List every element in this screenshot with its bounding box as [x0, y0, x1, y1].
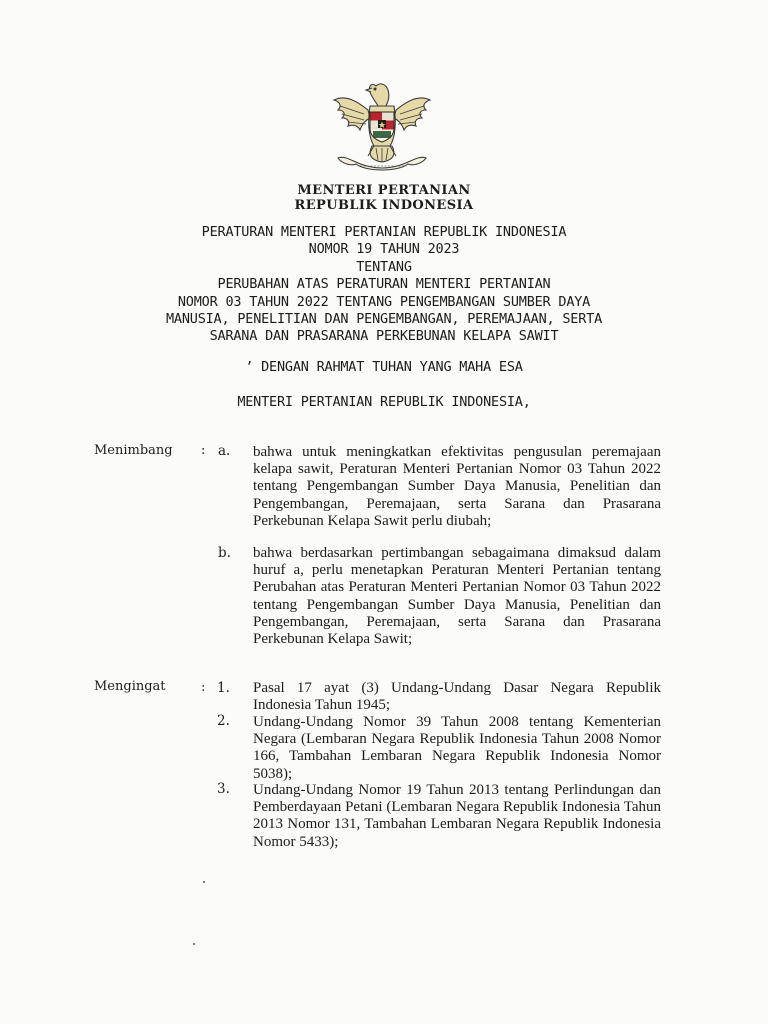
title-line: SARANA DAN PRASARANA PERKEBUNAN KELAPA SAWIT	[209, 328, 559, 345]
regulation-title	[0, 224, 768, 346]
mengingat-colon: :	[201, 680, 206, 695]
mengingat-item-3: Undang-Undang Nomor 19 Tahun 2013 tentang Perlindungan dan Pemberdayaan Petani (Lembaran Negara Republik Indonesia Tahun 2013 Nomor 131, Tambahan Lembaran Negara Republik Indonesia Nomor 5433);	[253, 782, 661, 850]
item-marker: b.	[218, 545, 231, 561]
title-line: PERATURAN MENTERI PERTANIAN REPUBLIK INDONESIA	[201, 224, 567, 240]
title-line: PERUBAHAN ATAS PERATURAN MENTERI PERTANIAN	[217, 276, 551, 293]
minister-line-1: MENTERI PERTANIAN	[297, 183, 471, 198]
item-marker: a.	[218, 443, 231, 459]
menimbang-label: Menimbang	[94, 443, 173, 458]
minister-heading	[0, 183, 768, 213]
mengingat-item-1: Pasal 17 ayat (3) Undang-Undang Dasar Negara Republik Indonesia Tahun 1945;	[253, 680, 661, 714]
grace-statement: ’ DENGAN RAHMAT TUHAN YANG MAHA ESA	[245, 359, 523, 375]
scan-speck	[203, 881, 205, 883]
mengingat-item-2: Undang-Undang Nomor 39 Tahun 2008 tentang Kementerian Negara (Lembaran Negara Republik Indonesia Tahun 2008 Nomor 166, Tambahan Lembaran Negara Republik Indonesia Nomor 5038);	[253, 714, 661, 782]
menimbang-item-a: bahwa untuk meningkatkan efektivitas pengusulan peremajaan kelapa sawit, Peraturan Menteri Pertanian Nomor 03 Tahun 2022 tentang Pengembangan Sumber Daya Manusia, Penelitian dan Pengembangan, Peremajaan, serta Sarana dan Prasarana Perkebunan Kelapa Sawit perlu diubah;	[253, 444, 661, 529]
item-marker: 1.	[217, 680, 230, 696]
menimbang-item-b: bahwa berdasarkan pertimbangan sebagaimana dimaksud dalam huruf a, perlu menetapkan Peraturan Menteri Pertanian tentang Perubahan atas Peraturan Menteri Pertanian Nomor 03 Tahun 2022 tentang Pengembangan Sumber Daya Manusia, Penelitian dan Pengembangan, Peremajaan, serta Sarana dan Prasarana Perkebunan Kelapa Sawit;	[253, 545, 661, 648]
garuda-emblem-icon	[328, 76, 436, 176]
item-marker: 3.	[217, 781, 230, 797]
authority-statement: MENTERI PERTANIAN REPUBLIK INDONESIA,	[237, 394, 531, 410]
menimbang-colon: :	[201, 443, 206, 458]
minister-line-2: REPUBLIK INDONESIA	[294, 198, 474, 213]
scan-speck	[193, 943, 195, 945]
title-line: NOMOR 03 TAHUN 2022 TENTANG PENGEMBANGAN SUMBER DAYA	[177, 293, 591, 310]
title-line: NOMOR 19 TAHUN 2023	[308, 241, 460, 258]
title-line: TENTANG	[356, 258, 412, 275]
title-line: MANUSIA, PENELITIAN DAN PENGEMBANGAN, PEREMAJAAN, SERTA	[165, 311, 603, 328]
item-marker: 2.	[217, 713, 230, 729]
mengingat-label: Mengingat	[94, 679, 166, 694]
